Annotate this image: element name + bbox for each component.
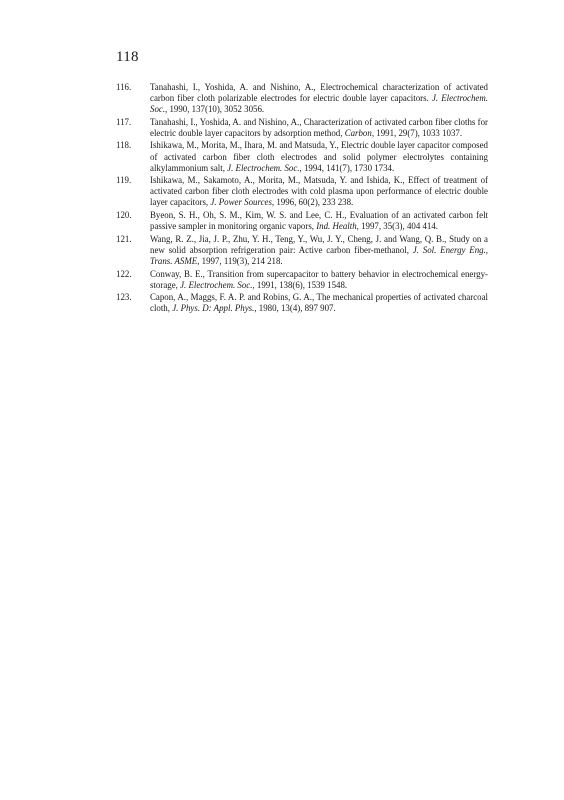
reference-item (116, 82, 488, 115)
reference-item (116, 175, 488, 208)
journal-title: J. Phys. D: Appl. Phys. (172, 303, 255, 314)
reference-item (116, 117, 488, 139)
reference-number: 122. (116, 268, 132, 279)
reference-number: 118. (116, 140, 132, 151)
reference-text (150, 82, 488, 115)
reference-number: 119. (116, 175, 132, 186)
reference-text-part: Capon, A., Maggs, F. A. P. and Robins, G. A., The mechanical properties of activated charcoal cloth, (150, 292, 488, 314)
journal-title: J. Electrochem. Soc. (150, 93, 488, 115)
journal-title: J. Sol. Energy Eng., Trans. ASME (150, 244, 489, 266)
reference-number: 116. (116, 82, 132, 92)
journal-title: Ind. Health (316, 221, 357, 232)
journal-title: J. Power Sources (210, 197, 272, 208)
reference-text-part: , 1980, 13(4), 897 907. (254, 303, 336, 314)
reference-text (150, 210, 488, 232)
reference-item (116, 292, 488, 314)
reference-text-part: , 1996, 60(2), 233 238. (271, 197, 354, 208)
reference-text (150, 117, 488, 139)
reference-text (150, 234, 488, 267)
reference-number: 120. (116, 210, 132, 221)
reference-text-part: , 1994, 141(7), 1730 1734. (299, 162, 395, 173)
reference-item (116, 140, 488, 173)
reference-text-part: Tanahashi, I., Yoshida, A. and Nishino, A., Electrochemical characterization of activated carbon fiber cloth polarizable electrodes for electric double layer capacitors. (150, 82, 488, 104)
reference-text-part: Conway, B. E., Transition from supercapacitor to battery behavior in electrochemical energy-storage, (150, 268, 488, 290)
page-number: 118 (116, 49, 139, 65)
reference-text-part: , 1991, 29(7), 1033 1037. (371, 127, 463, 138)
reference-number: 123. (116, 292, 132, 303)
reference-text-part: , 1997, 119(3), 214 218. (197, 255, 283, 266)
reference-text-part: , 1990, 137(10), 3052 3056. (165, 104, 265, 115)
journal-title: Carbon (344, 127, 372, 138)
reference-item (116, 269, 488, 291)
reference-text-part: Ishikawa, M., Morita, M., Ihara, M. and Matsuda, Y., Electric double layer capacitor composed of activated carbon fiber cloth electrodes and solid polymer electrolytes containing alkylammonium salt, (150, 140, 488, 173)
reference-text-part: Byeon, S. H., Oh, S. M., Kim, W. S. and Lee, C. H., Evaluation of an activated carbon felt passive sampler in monitoring organic vapors, (150, 210, 488, 232)
reference-text-part: Tanahashi, I., Yoshida, A. and Nishino, A., Characterization of activated carbon fiber cloths for electric double layer capacitors by adsorption method, (150, 116, 488, 138)
reference-item (116, 210, 488, 232)
reference-text (150, 292, 488, 314)
reference-text (150, 269, 488, 291)
reference-text (150, 140, 488, 173)
reference-text-part: , 1991, 138(6), 1539 1548. (252, 279, 348, 290)
journal-title: J. Electrochem. Soc. (227, 162, 300, 173)
reference-text-part: , 1997, 35(3), 404 414. (356, 221, 439, 232)
reference-text-part: Wang, R. Z., Jia, J. P., Zhu, Y. H., Teng, Y., Wu, J. Y., Cheng, J. and Wang, Q. B., Study on a new solid absorption refrigeration pair: Active carbon fiber-methanol, (150, 233, 488, 255)
journal-title: J. Electrochem. Soc. (180, 279, 253, 290)
reference-list (116, 82, 488, 316)
reference-text (150, 175, 488, 208)
reference-number: 117. (116, 116, 132, 127)
reference-number: 121. (116, 233, 132, 244)
reference-item (116, 234, 488, 267)
reference-text-part: Ishikawa, M., Sakamoto, A., Morita, M., Matsuda, Y. and Ishida, K., Effect of treatment of activated carbon fiber cloth electrodes with cold plasma upon performance of electric double layer capacitors, (150, 175, 488, 208)
